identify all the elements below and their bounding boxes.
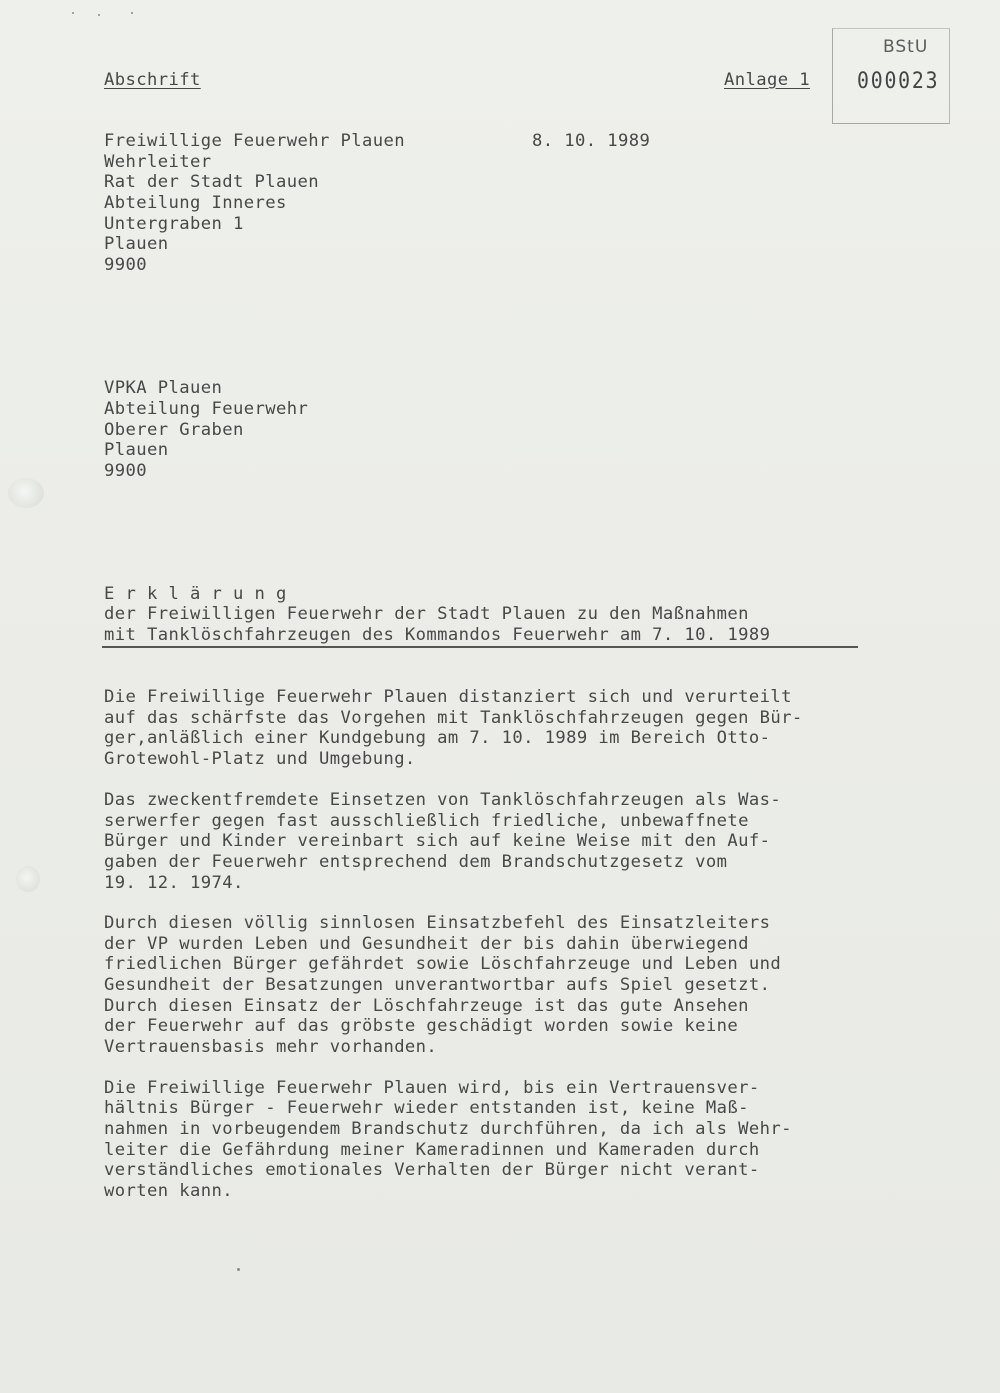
recipient-line: Abteilung Feuerwehr (104, 399, 309, 419)
body-line: Die Freiwillige Feuerwehr Plauen distanziert sich und verurteilt (104, 687, 792, 707)
recipient-line: Oberer Graben (104, 420, 244, 440)
body-line: Gesundheit der Besatzungen unverantwortbar aufs Spiel gesetzt. (104, 975, 771, 995)
punch-hole-upper (8, 478, 44, 508)
annex-label: Anlage 1 (724, 70, 810, 90)
body-line: Vertrauensbasis mehr vorhanden. (104, 1037, 438, 1057)
letter-date: 8. 10. 1989 (532, 131, 651, 151)
body-line: auf das schärfste das Vorgehen mit Tanklöschfahrzeugen gegen Bür- (104, 708, 803, 728)
body-line: Die Freiwillige Feuerwehr Plauen wird, bis ein Vertrauensver- (104, 1078, 760, 1098)
body-line: friedlichen Bürger gefährdet sowie Löschfahrzeuge und Leben und (104, 954, 782, 974)
sender-line: Untergraben 1 (104, 214, 244, 234)
subject-underline (102, 646, 858, 648)
stamp-page-number: 000023 (857, 69, 940, 94)
sender-line: Wehrleiter (104, 152, 212, 172)
archive-stamp (832, 28, 950, 124)
paper-speck (72, 12, 74, 14)
body-line: serwerfer gegen fast ausschließlich friedliche, unbewaffnete (104, 811, 749, 831)
subject-line-1: der Freiwilligen Feuerwehr der Stadt Plauen zu den Maßnahmen (104, 604, 749, 624)
punch-hole-lower (16, 866, 40, 892)
body-line: Durch diesen völlig sinnlosen Einsatzbefehl des Einsatzleiters (104, 913, 771, 933)
sender-line: 9900 (104, 255, 147, 275)
body-line: worten kann. (104, 1181, 233, 1201)
body-line: ger,anläßlich einer Kundgebung am 7. 10. 1989 im Bereich Otto- (104, 728, 771, 748)
paper-speck (237, 1268, 240, 1271)
sender-line: Rat der Stadt Plauen (104, 172, 319, 192)
body-line: nahmen in vorbeugendem Brandschutz durchführen, da ich als Wehr- (104, 1119, 792, 1139)
body-line: der VP wurden Leben und Gesundheit der bis dahin überwiegend (104, 934, 749, 954)
body-line: Das zweckentfremdete Einsetzen von Tanklöschfahrzeugen als Was- (104, 790, 782, 810)
recipient-line: Plauen (104, 440, 169, 460)
sender-line: Freiwillige Feuerwehr Plauen (104, 131, 405, 151)
body-line: Grotewohl-Platz und Umgebung. (104, 749, 416, 769)
body-line: Bürger und Kinder vereinbart sich auf keine Weise mit den Auf- (104, 831, 771, 851)
recipient-line: VPKA Plauen (104, 378, 223, 398)
body-line: leiter die Gefährdung meiner Kameradinnen und Kameraden durch (104, 1140, 760, 1160)
body-line: 19. 12. 1974. (104, 873, 244, 893)
sender-line: Plauen (104, 234, 169, 254)
body-line: Durch diesen Einsatz der Löschfahrzeuge ist das gute Ansehen (104, 996, 749, 1016)
sender-line: Abteilung Inneres (104, 193, 287, 213)
recipient-line: 9900 (104, 461, 147, 481)
subject-line-2: mit Tanklöschfahrzeugen des Kommandos Feuerwehr am 7. 10. 1989 (104, 625, 771, 645)
copy-label: Abschrift (104, 70, 201, 90)
stamp-agency: BStU (883, 37, 929, 57)
body-line: verständliches emotionales Verhalten der Bürger nicht verant- (104, 1160, 760, 1180)
body-line: der Feuerwehr auf das gröbste geschädigt worden sowie keine (104, 1016, 739, 1036)
subject-heading: E r k l ä r u n g (104, 584, 287, 604)
body-line: hältnis Bürger - Feuerwehr wieder entstanden ist, keine Maß- (104, 1098, 749, 1118)
paper-speck (98, 14, 100, 16)
body-line: gaben der Feuerwehr entsprechend dem Brandschutzgesetz vom (104, 852, 728, 872)
paper-speck (131, 12, 133, 14)
